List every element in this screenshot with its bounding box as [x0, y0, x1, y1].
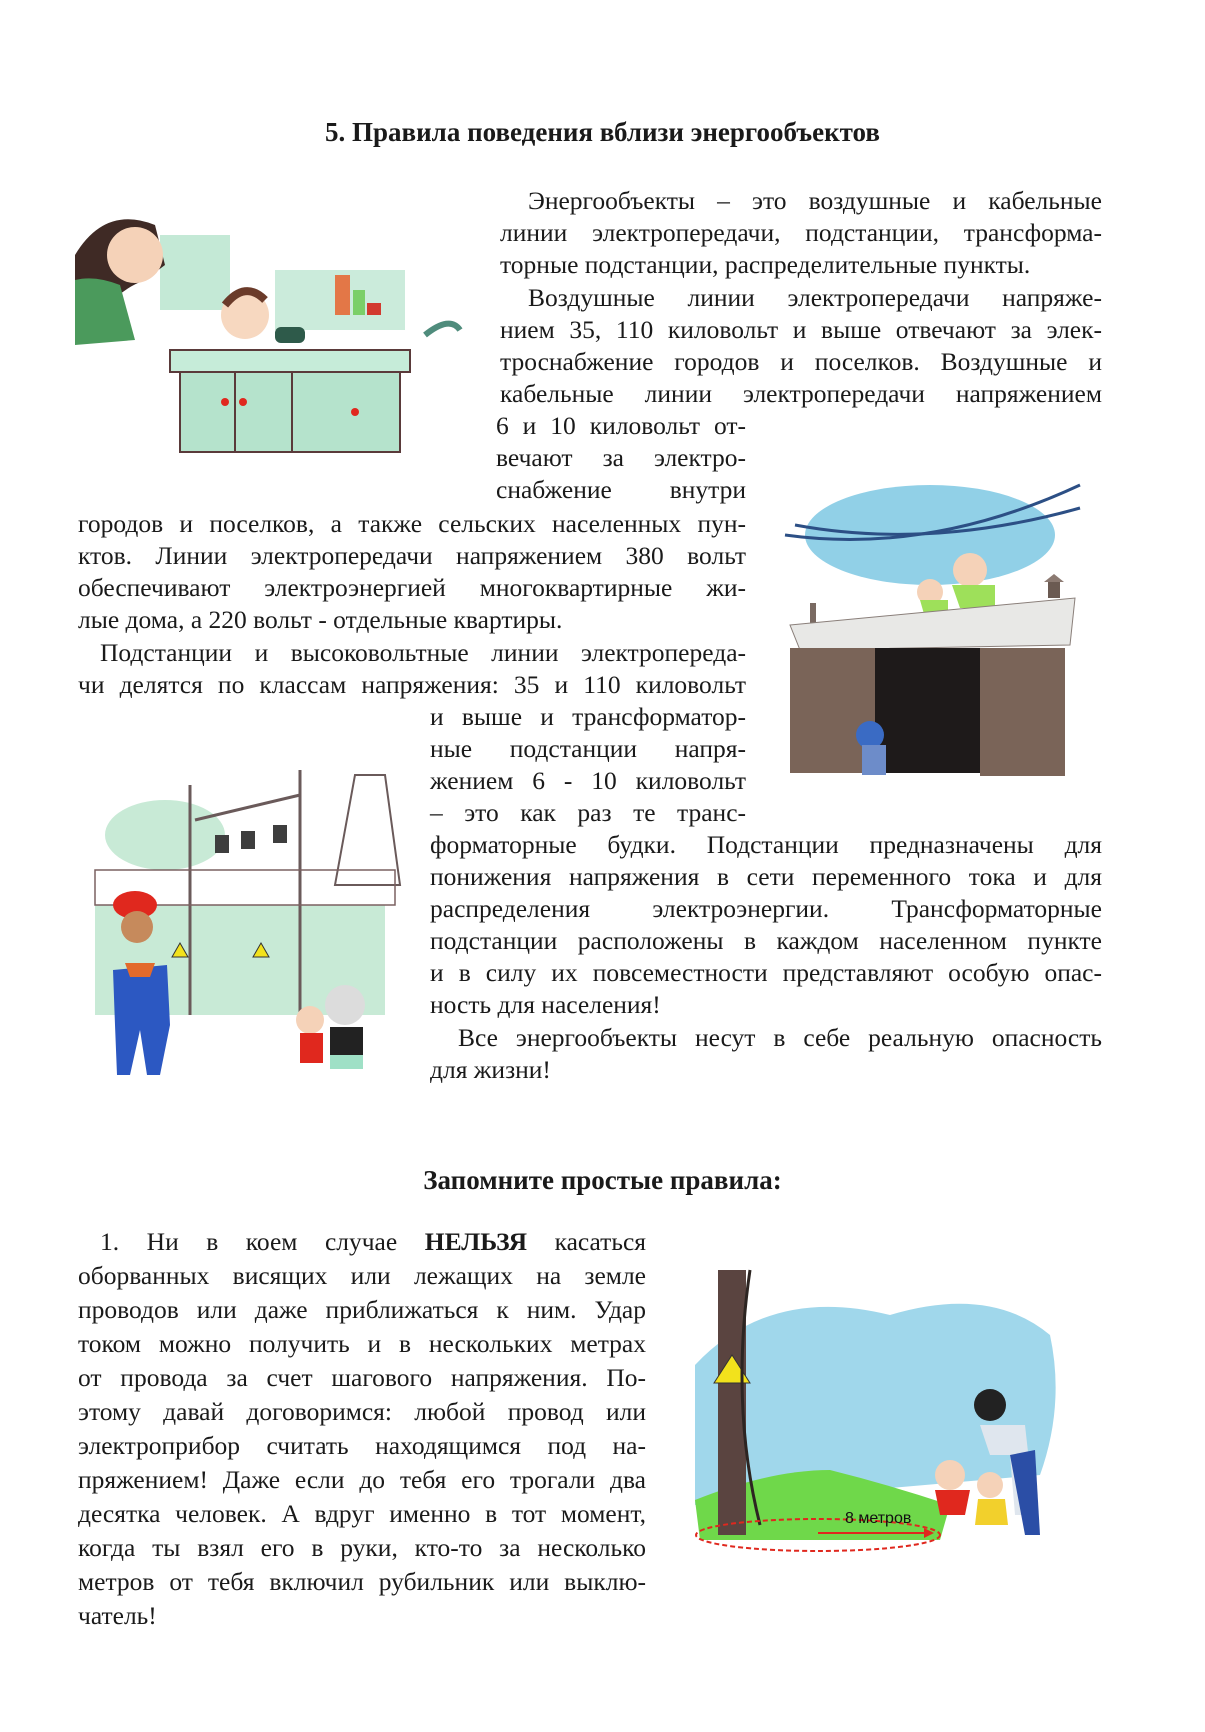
text-line: Воздушные линии электропередачи напряже- [528, 283, 1102, 312]
text-line: линии электропередачи, подстанции, трансформа- [500, 218, 1102, 247]
text-line: Подстанции и высоковольтные линии электропереда- [100, 638, 746, 667]
text-line: лые дома, а 220 вольт - отдельные квартиры. [78, 605, 563, 634]
text-line: торные подстанции, распределительные пункты. [500, 250, 1031, 279]
rule-line: чатель! [78, 1601, 157, 1630]
bathroom-illustration [65, 195, 475, 465]
rule-number-text: 1. Ни в коем случае [100, 1227, 425, 1256]
text-line: троснабжение городов и поселков. Воздушные и [500, 347, 1102, 376]
text-line: кабельные линии электропередачи напряжением [500, 379, 1102, 408]
text-line: распределения электроэнергии. Трансформаторные [430, 894, 1102, 923]
text-line: 6 и 10 киловольт от- [496, 411, 746, 440]
text-line: и выше и трансформатор- [430, 702, 746, 731]
rule-line: этому давай договоримся: любой провод или [78, 1397, 646, 1426]
text-line: жением 6 - 10 киловольт [430, 766, 746, 795]
text-line: вечают за электро- [496, 443, 746, 472]
rules-heading: Запомните простые правила: [423, 1165, 782, 1195]
text-line: снабжение внутри [496, 475, 746, 504]
text-line: Энергообъекты – это воздушные и кабельные [528, 186, 1102, 215]
garage-roof-illustration [780, 480, 1140, 800]
rule-line: метров от тебя включил рубильник или выклю- [78, 1567, 646, 1596]
rule-line [100, 1226, 646, 1258]
text-line: обеспечивают электроэнергией многоквартирные жи- [78, 573, 746, 602]
text-line: – это как раз те транс- [430, 798, 746, 827]
text-line: и в силу их повсеместности представляют особую опас- [430, 958, 1102, 987]
text-line: форматорные будки. Подстанции предназначены для [430, 830, 1102, 859]
text-line: ктов. Линии электропередачи напряжением 380 вольт [78, 541, 746, 570]
rule-line: от провода за счет шагового напряжения. По- [78, 1363, 646, 1392]
step-voltage-illustration [690, 1255, 1150, 1585]
distance-label: 8 метров [845, 1510, 912, 1527]
rule-line: пряжением! Даже если до тебя его трогали два [78, 1465, 646, 1494]
rule-line: током можно получить и в нескольких метрах [78, 1329, 646, 1358]
rule-line: оборванных висящих или лежащих на земле [78, 1261, 646, 1290]
rule-line: десятка человек. А вдруг именно в тот момент, [78, 1499, 646, 1528]
text-line: ные подстанции напря- [430, 734, 746, 763]
text-line: чи делятся по классам напряжения: 35 и 110 киловольт [78, 670, 746, 699]
text-line: нием 35, 110 киловольт и выше отвечают за элек- [500, 315, 1102, 344]
text-line: подстанции расположены в каждом населенном пункте [430, 926, 1102, 955]
rule-line: электроприбор считать находящимся под на- [78, 1431, 646, 1460]
forbidden-emphasis: НЕЛЬЗЯ [424, 1227, 528, 1256]
text-line: Все энергообъекты несут в себе реальную опасность [458, 1023, 1102, 1052]
page-title: 5. Правила поведения вблизи энергообъектов [325, 117, 880, 147]
text-line: понижения напряжения в сети переменного тока и для [430, 862, 1102, 891]
rule-text: касаться [527, 1227, 647, 1256]
rule-line: когда ты взял его в руки, кто-то за несколько [78, 1533, 646, 1562]
text-line: городов и поселков, а также сельских населенных пун- [78, 509, 746, 538]
text-line: для жизни! [430, 1055, 551, 1084]
text-line: ность для населения! [430, 990, 661, 1019]
rule-line: проводов или даже приближаться к ним. Удар [78, 1295, 646, 1324]
substation-illustration [75, 765, 420, 1105]
